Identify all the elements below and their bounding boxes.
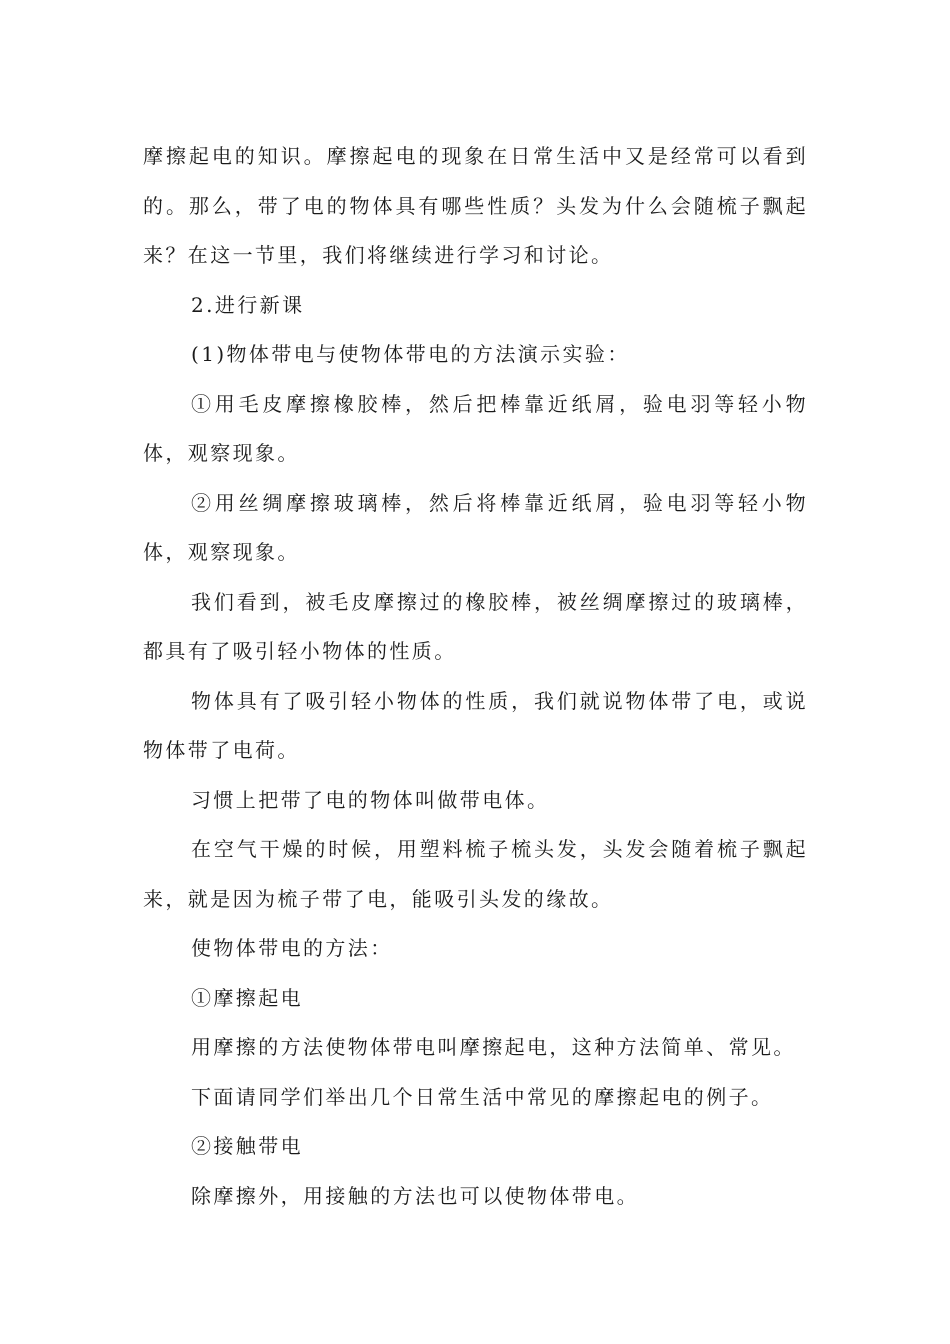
paragraph-observation: 我们看到，被毛皮摩擦过的橡胶棒，被丝绸摩擦过的玻璃棒，都具有了吸引轻小物体的性质。: [143, 589, 808, 663]
subsection-heading-demo: (1)物体带电与使物体带电的方法演示实验：: [191, 342, 630, 366]
method-1-heading: ①摩擦起电: [191, 985, 303, 1010]
paragraph-definition-charged: 物体具有了吸引轻小物体的性质，我们就说物体带了电，或说物体带了电荷。: [143, 688, 808, 762]
document-body: [143, 132, 808, 1221]
paragraph-friction-examples: 下面请同学们举出几个日常生活中常见的摩擦起电的例子。: [191, 1084, 774, 1109]
experiment-step-2: ②用丝绸摩擦玻璃棒，然后将棒靠近纸屑，验电羽等轻小物体，观察现象。: [143, 490, 808, 564]
paragraph-contact-charging: 除摩擦外，用接触的方法也可以使物体带电。: [191, 1183, 639, 1208]
paragraph-comb-example: 在空气干燥的时候，用塑料梳子梳头发，头发会随着梳子飘起来，就是因为梳子带了电，能吸引头发的缘故。: [143, 837, 808, 911]
heading-charging-methods: 使物体带电的方法：: [191, 936, 393, 960]
experiment-step-1: ①用毛皮摩擦橡胶棒，然后把棒靠近纸屑，验电羽等轻小物体，观察现象。: [143, 391, 808, 465]
method-2-heading: ②接触带电: [191, 1134, 303, 1158]
section-heading-new-lesson: 2.进行新课: [191, 292, 305, 317]
paragraph-charged-body: 习惯上把带了电的物体叫做带电体。: [191, 787, 550, 812]
paragraph-intro-continuation: 摩擦起电的知识。摩擦起电的现象在日常生活中又是经常可以看到的。那么，带了电的物体具有哪些性质？头发为什么会随梳子飘起来？在这一节里，我们将继续进行学习和讨论。: [143, 144, 808, 267]
paragraph-friction-definition: 用摩擦的方法使物体带电叫摩擦起电，这种方法简单、常见。: [191, 1035, 796, 1059]
